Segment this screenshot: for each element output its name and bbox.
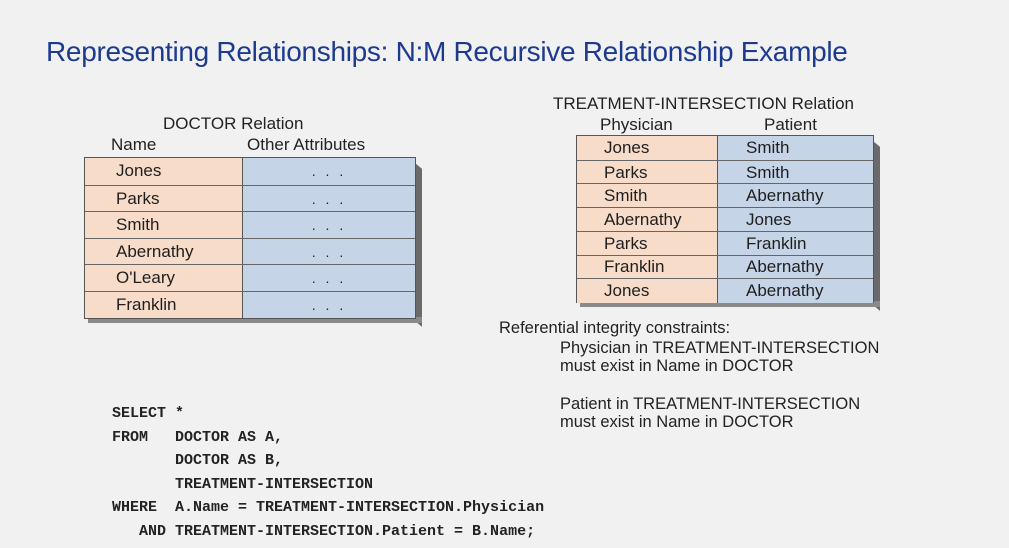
doctor-row-cell-1: Franklin [85,292,242,319]
treatment-row [577,278,873,303]
doctor-row-cell-1: O'Leary [85,265,242,292]
treatment-row-cell-1: Parks [577,232,717,256]
treatment-col-patient: Patient [764,115,817,134]
doctor-col-name: Name [111,135,157,154]
doctor-row-cell-2: . . . [242,265,415,292]
doctor-row [85,185,415,213]
slide-title: Representing Relationships: N:M Recursive Relationship Example [46,36,848,67]
sql-line-from: FROM DOCTOR AS A, [112,428,284,446]
treatment-row-cell-2: Franklin [717,232,873,256]
treatment-row-cell-2: Smith [717,136,873,160]
doctor-relation-caption: DOCTOR Relation [163,114,304,133]
constraint-1-line-1: Physician in TREATMENT-INTERSECTION [560,339,880,357]
doctor-row [85,264,415,292]
treatment-row [577,255,873,280]
doctor-row-cell-1: Smith [85,212,242,239]
sql-line-where: WHERE A.Name = TREATMENT-INTERSECTION.Physician [112,499,545,516]
treatment-row-cell-1: Franklin [577,256,717,280]
constraint-1-line-2: must exist in Name in DOCTOR [560,357,794,375]
doctor-row-cell-2: . . . [242,292,415,319]
treatment-row-cell-2: Abernathy [717,256,873,280]
doctor-col-other-attributes: Other Attributes [247,135,366,154]
sql-line-doctor-b: DOCTOR AS B, [112,452,284,469]
sql-line-treatment: TREATMENT-INTERSECTION [112,475,374,493]
constraint-2-line-1: Patient in TREATMENT-INTERSECTION [560,395,861,413]
doctor-row [85,158,415,185]
treatment-row-cell-1: Parks [577,161,717,185]
doctor-row-cell-2: . . . [242,239,415,266]
sql-line-select: SELECT * [112,405,185,422]
treatment-row-cell-2: Abernathy [717,279,873,303]
treatment-row-cell-1: Jones [577,279,717,303]
constraint-2-line-2: must exist in Name in DOCTOR [560,413,794,431]
treatment-row-cell-1: Smith [577,184,717,208]
treatment-row-cell-1: Abernathy [577,208,717,232]
treatment-row-cell-2: Jones [717,208,873,232]
treatment-row-cell-2: Abernathy [717,184,873,208]
treatment-relation-caption: TREATMENT-INTERSECTION Relation [553,94,855,113]
doctor-row-cell-2: . . . [242,186,415,213]
constraints-heading: Referential integrity constraints: [499,319,731,337]
doctor-row [85,291,415,319]
treatment-row [577,207,873,232]
doctor-row [85,211,415,239]
treatment-row [577,231,873,256]
sql-query [112,402,544,543]
treatment-row [577,160,873,185]
doctor-row-cell-2: . . . [242,212,415,239]
treatment-row-cell-1: Jones [577,136,717,160]
treatment-row [577,183,873,208]
doctor-row-cell-2: . . . [242,158,415,185]
treatment-row [577,136,873,160]
doctor-row-cell-1: Jones [85,158,242,185]
treatment-col-physician: Physician [600,115,673,134]
treatment-row-cell-2: Smith [717,161,873,185]
sql-line-and: AND TREATMENT-INTERSECTION.Patient = B.Name; [112,522,536,540]
doctor-row-cell-1: Abernathy [85,239,242,266]
doctor-row-cell-1: Parks [85,186,242,213]
doctor-row [85,238,415,266]
